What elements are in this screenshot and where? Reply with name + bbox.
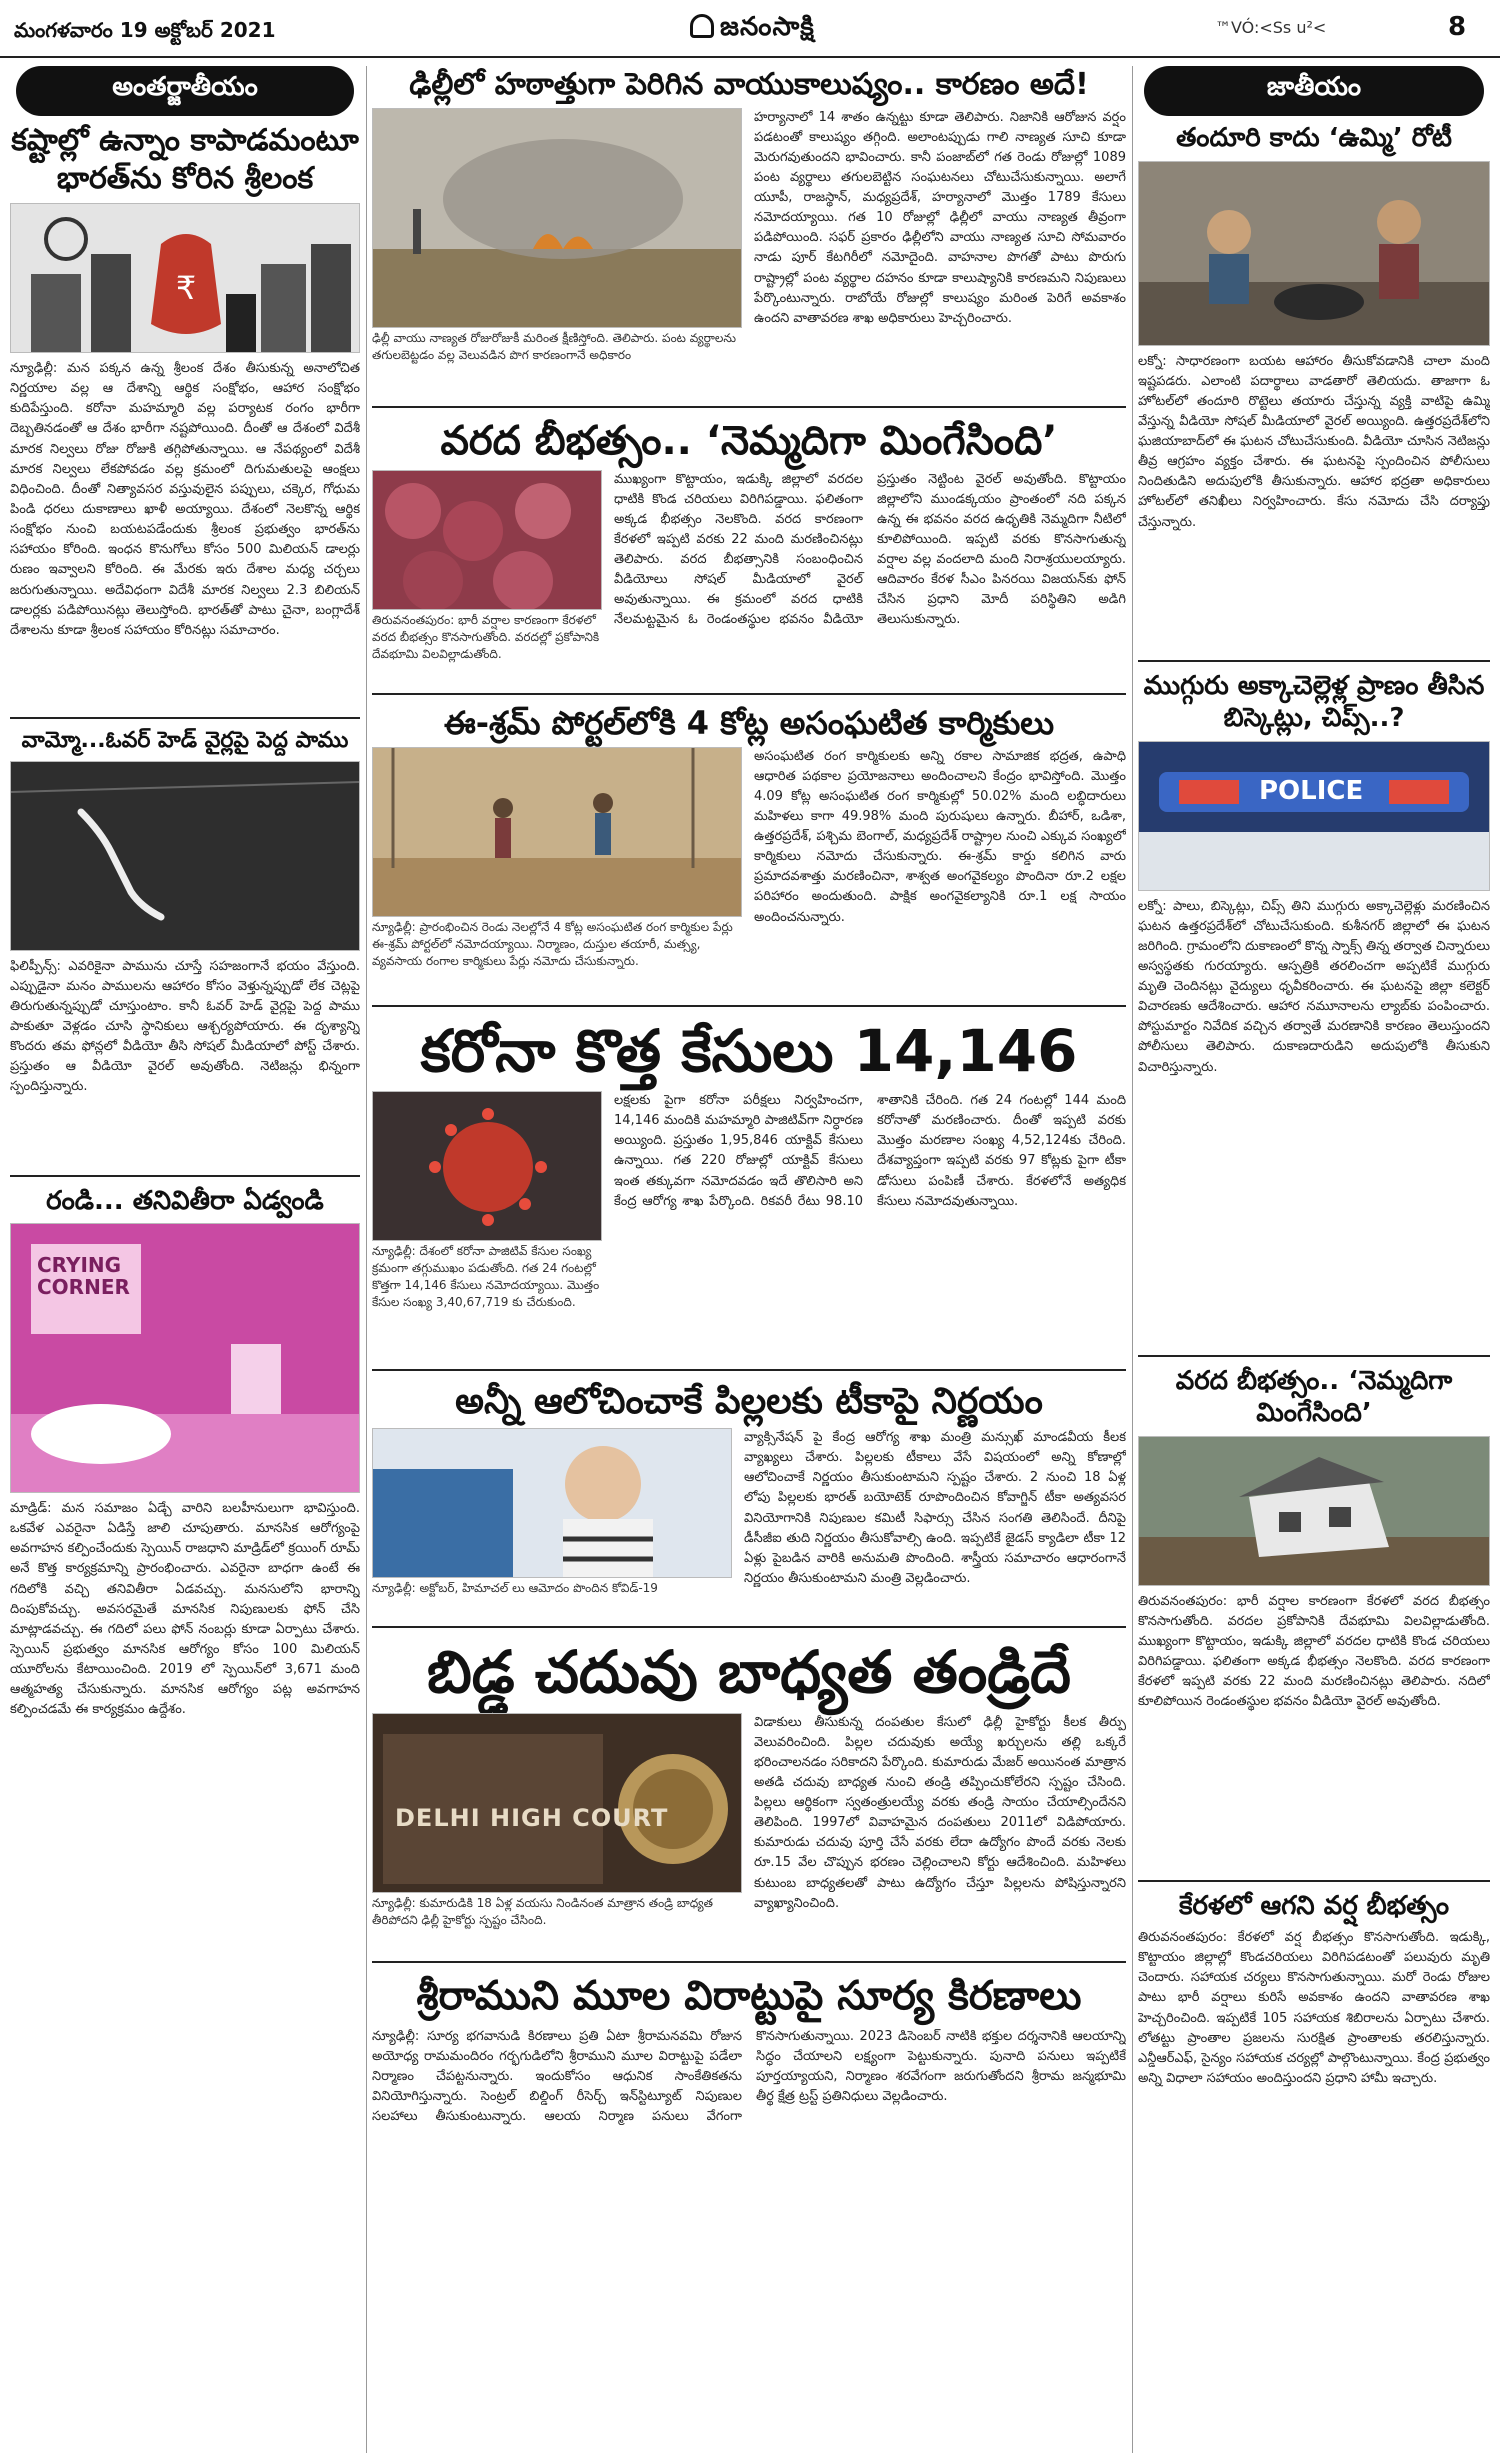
- delhi-high-court-photo: [372, 1713, 742, 1893]
- story-body: తిరువనంతపురం: కేరళలో వర్ష బీభత్సం కొనసాగుతోంది. ఇడుక్కి, కొట్టాయం జిల్లాల్లో కొండచరియలు విరిగిపడటంతో పలువురు మృతి చెందారు. సహాయక చర్యలు కొనసాగుతున్నాయి. మరో రెండు రోజుల పాటు భారీ వర్షాలు కురిసే అవకాశం ఉందని వాతావరణ శాఖ హెచ్చరించింది. ఇప్పటికే 105 సహాయక శిబిరాలను ఏర్పాటు చేశారు. లోతట్టు ప్రాంతాల ప్రజలను సురక్షిత ప్రాంతాలకు తరలిస్తున్నారు. ఎన్డీఆర్ఎఫ్, సైన్యం సహాయక చర్యల్లో పాల్గొంటున్నాయి. కేంద్ర ప్రభుత్వం అన్ని విధాలా సహాయం అందిస్తుందని ప్రధాని హామీ ఇచ్చారు.: [1138, 1930, 1490, 2086]
- story-body: మాడ్రిడ్: మన సమాజం ఏడ్చే వారిని బలహీనులుగా భావిస్తుంది. ఒకవేళ ఎవరైనా ఏడిస్తే జాలి చూపుతారు. మానసిక ఆరోగ్యంపై అవగాహన కల్పించేందుకు స్పెయిన్ రాజధాని మాడ్రిడ్‌లో క్రయింగ్ రూమ్ అనే కొత్త కార్యక్రమాన్ని ప్రారంభించారు. ఎవరైనా బాధగా ఉంటే ఈ గదిలోకి వచ్చి తనివితీరా ఏడవచ్చు. మనసులోని భారాన్ని దింపుకోవచ్చు. అవసరమైతే మానసిక నిపుణులకు ఫోన్ చేసి మాట్లాడవచ్చు. ఈ గదిలో పలు ఫోన్ నంబర్లు కూడా ఏర్పాటు చేశారు. స్పెయిన్ ప్రభుత్వం మానసిక ఆరోగ్యం కోసం 100 మిలియన్ యూరోలను కేటాయించింది. 2019 లో స్పెయిన్‌లో 3,671 మంది ఆత్మహత్య చేసుకున్నారు. మానసిక ఆరోగ్యం పట్ల అవగాహన కల్పించడమే ఈ కార్యక్రమం ఉద్దేశం.: [10, 1501, 360, 1718]
- story-crying-room: [10, 1185, 360, 2454]
- story-body: హర్యానాలో 14 శాతం ఉన్నట్టు కూడా తెలిపారు. నిజానికి ఆరోజున వర్షం పడటంతో కాలుష్యం తగ్గింది. అలాంటప్పుడు గాలి నాణ్యత సూచి కూడా మెరుగవుతుందని భావించారు. కానీ పంజాబ్‌లో గత రెండు రోజుల్లో 1089 పంట వ్యర్థాలు తగులబెట్టిన సంఘటనలు చోటుచేసుకున్నాయి. అలాగే యూపీ, రాజస్థాన్, మధ్యప్రదేశ్, హర్యానాలో మొత్తం 1789 కేసులు నమోదయ్యాయి. గత 10 రోజుల్లో ఢిల్లీలో వాయు నాణ్యత తీవ్రంగా పడిపోయింది. సఫర్ ప్రకారం ఢిల్లీలోని వాయు నాణ్యత సూచి సోమవారం నాడు పూర్ కేటగిరీలో నమోదైంది. వాహనాల పొగతో పాటు పొరుగు రాష్ట్రాల్లో పంట వ్యర్థాల దహనం కూడా కాలుష్యానికి కారణమని నిపుణులు పేర్కొంటున్నారు. రాబోయే రోజుల్లో కాలుష్యం మరింత పెరిగే అవకాశం ఉందని వాతావరణ శాఖ అధికారులు హెచ్చరించారు.: [754, 109, 1126, 326]
- story-body: లక్నో: సాధారణంగా బయట ఆహారం తీసుకోవడానికి చాలా మంది ఇష్టపడరు. ఎలాంటి పదార్థాలు వాడతారో తెలియదు. తాజాగా ఓ హోటల్‌లో తందూరి రొట్టెలు తయారు చేస్తున్న వ్యక్తి వాటిపై ఉమ్మి వేస్తున్న వీడియో సోషల్ మీడియాలో వైరల్ అయ్యింది. ఉత్తరప్రదేశ్‌లోని ఘజియాబాద్‌లో ఈ ఘటన చోటుచేసుకుంది. వీడియో చూసిన నెటిజన్లు తీవ్ర ఆగ్రహం వ్యక్తం చేశారు. ఈ ఘటనపై స్పందించిన పోలీసులు నిందితుడిని అదుపులోకి తీసుకున్నారు. ఆహార భద్రతా అధికారులు హోటల్‌లో తనిఖీలు నిర్వహించారు. కేసు నమోదు చేసి దర్యాప్తు చేస్తున్నారు.: [1138, 353, 1490, 530]
- photo-caption: ఢిల్లీ వాయు నాణ్యత రోజురోజుకీ మరింత క్షీణిస్తోంది. తెలిపారు. పంట వ్యర్థాలను తగులబెట్టడం వల్ల వెలువడిన పొగ కారణంగానే అధికారం: [372, 330, 736, 362]
- story-headline: బిడ్డ చదువు బాధ్యత తండ్రిదే: [427, 1638, 1071, 1706]
- virus-illustration: [372, 1091, 602, 1241]
- logo-icon: [690, 14, 714, 38]
- story-body: ఫిలిప్పీన్స్: ఎవరికైనా పామును చూస్తే సహజంగానే భయం వేస్తుంది. ఎప్పుడైనా మనం పాములను ఆహారం కోసం వెళ్తున్నప్పుడో లేక చెట్లపై తిరుగుతున్నప్పుడో చూస్తుంటాం. కానీ ఓవర్ హెడ్ వైర్లపై పెద్ద పాము పాకుతూ వెళ్లడం చూసి స్థానికులు ఆశ్చర్యపోయారు. ఈ దృశ్యాన్ని కొందరు తమ ఫోన్లలో వీడియో తీసి సోషల్ మీడియాలో పోస్ట్ చేశారు. ప్రస్తుతం ఆ వీడియో వైరల్ అవుతోంది. నెటిజన్లు భిన్నంగా స్పందిస్తున్నారు.: [10, 958, 360, 1095]
- story-body: వ్యాక్సినేషన్ పై కేంద్ర ఆరోగ్య శాఖ మంత్రి మన్సుఖ్ మాండవీయ కీలక వ్యాఖ్యలు చేశారు. పిల్లలకు టీకాలు వేసే విషయంలో అన్ని కోణాల్లో ఆలోచించాకే నిర్ణయం తీసుకుంటామని స్పష్టం చేశారు. 2 నుంచి 18 ఏళ్ల లోపు పిల్లలకు భారత్ బయోటెక్ రూపొందించిన కోవాగ్జిన్ టీకా అత్యవసర వినియోగానికి నిపుణుల కమిటీ సిఫార్సు చేసిన సంగతి తెలిసిందే. దీనిపై డీసీజీఐ తుది నిర్ణయం తీసుకోవాల్సి ఉంది. ఇప్పటికే జైడస్ క్యాడిలా టీకా 12 ఏళ్లు పైబడిన వారికి అనుమతి పొందింది. శాస్త్రీయ సమాచారం ఆధారంగానే నిర్ణయం తీసుకుంటామని మంత్రి వెల్లడించారు.: [744, 1430, 1126, 1586]
- story-three-sisters: [1138, 670, 1490, 1347]
- sri-lanka-illustration: [10, 203, 360, 353]
- divider: [10, 717, 360, 719]
- story-headline: కష్టాల్లో ఉన్నాం కాపాడమంటూ భారత్‌ను కోరిన శ్రీలంక: [11, 123, 359, 196]
- police-vehicle-photo: [1138, 741, 1490, 891]
- right-column: [1138, 66, 1490, 2453]
- column-divider: [366, 66, 367, 2453]
- court-signboard: DELHI HIGH COURT: [395, 1803, 669, 1832]
- divider: [372, 693, 1126, 695]
- masthead: [0, 0, 1500, 58]
- story-sri-lanka: [10, 122, 360, 709]
- divider: [372, 1369, 1126, 1371]
- child-vaccination-photo: [372, 1428, 732, 1578]
- onion-photo: [372, 470, 602, 610]
- stubble-burning-photo: [372, 108, 742, 328]
- story-father-education: [372, 1636, 1126, 1953]
- story-headline: కేరళలో ఆగని వర్ష బీభత్సం: [1178, 1890, 1450, 1921]
- story-headline: అన్నీ ఆలోచించాకే పిల్లలకు టీకాపై నిర్ణయం: [455, 1381, 1043, 1422]
- story-snake: [10, 727, 360, 1167]
- photo-caption: న్యూఢిల్లీ: అక్టోబర్, హిమాచల్ లు ఆమోదం పొందిన కోవిడ్-19: [372, 1581, 658, 1595]
- story-body: న్యూఢిల్లీ: మన పక్కన ఉన్న శ్రీలంక దేశం తీసుకున్న అనాలోచిత నిర్ణయాల వల్ల ఆ దేశాన్ని ఆర్థిక సంక్షోభం, ఆహార సంక్షోభం కుదిపేస్తుంది. కరోనా మహమ్మారి వల్ల పర్యాటక రంగం భారీగా దెబ్బతినడంతో ఆ దేశం భారీగా నష్టపోయింది. దీంతో ఆ దేశంలో విదేశీ మారక నిల్వలు రోజు రోజుకి తగ్గిపోతున్నాయి. ఆ నేపథ్యంలో విదేశీ మారక నిల్వలు లేకపోవడం వల్ల క్రమంలో దిగుమతులపై ఆంక్షలు విధించింది. దీంతో నిత్యావసర వస్తువులైన పప్పులు, చక్కెర, గోధుమ పిండి ధరలు దుకాణాలు ఖాళీ అయ్యాయి. దేశంలో నెలకొన్న ఆర్థిక సంక్షోభం నుంచి బయటపడేందుకు శ్రీలంక ప్రభుత్వం భారత్‌ను సహాయం కోరింది. ఇంధన కొనుగోలు కోసం 500 మిలియన్ డాలర్లు రుణం ఇవ్వాలని కోరింది. ఈ మేరకు ఇరు దేశాల మధ్య చర్చలు జరుగుతున్నాయి. అదేవిధంగా విదేశీ మారక నిల్వలు 2.3 బిలియన్ డాలర్లకు పడిపోయినట్లు తెలుస్తోంది. భారత్‌తో పాటు చైనా, బంగ్లాదేశ్ దేశాలను కూడా శ్రీలంక సహాయం కోరినట్లు సమాచారం.: [10, 361, 360, 638]
- divider: [1138, 660, 1490, 662]
- story-headline: వరద బీభత్సం.. ‘నెమ్మదిగా మింగేసింది’: [440, 417, 1058, 464]
- divider: [372, 1005, 1126, 1007]
- column-divider: [1132, 66, 1133, 2453]
- story-body: తిరువనంతపురం: భారీ వర్షాల కారణంగా కేరళలో వరద బీభత్సం కొనసాగుతోంది. వరదల ప్రకోపానికి దేవభూమి విలవిల్లాడుతోంది. ముఖ్యంగా కొట్టాయం, ఇడుక్కి జిల్లాలో వరదల ధాటికి కొండ చరియలు విరిగిపడ్డాయి. ఫలితంగా అక్కడ భీభత్సం నెలకొంది. వరద కారణంగా కేరళలో ఇప్పటి వరకు 22 మంది మరణించినట్లు తెలిపారు. నదిలో కూలిపోయిన రెండంతస్థుల భవనం వీడియో వైరల్ అవుతోంది.: [1138, 1593, 1490, 1710]
- header-misc: ™VÓ:<Ss u²<: [1215, 18, 1327, 37]
- story-headline: శ్రీరాముని మూల విరాట్టుపై సూర్య కిరణాలు: [416, 1972, 1082, 2019]
- story-headline: కరోనా కొత్త కేసులు 14,146: [420, 1016, 1078, 1085]
- svg-text:₹: ₹: [175, 269, 197, 307]
- photo-caption: న్యూఢిల్లీ: దేశంలో కరోనా పాజిటివ్ కేసుల సంఖ్య క్రమంగా తగ్గుముఖం పడుతోంది. గత 24 గంటల్లో కొత్తగా 14,146 కేసులు నమోదయ్యాయి. మొత్తం కేసుల సంఖ్య 3,40,67,719 కు చేరుకుంది.: [372, 1244, 600, 1309]
- section-international: అంతర్జాతీయం: [16, 66, 354, 116]
- photo-caption: తిరువనంతపురం: భారీ వర్షాల కారణంగా కేరళలో వరద బీభత్సం కొనసాగుతోంది. వరదల్లో ప్రకోపానికి దేవభూమి విలవిల్లాడుతోంది.: [372, 612, 600, 661]
- logo-text: జనంసాక్షి: [720, 12, 815, 42]
- tandoor-photo: [1138, 161, 1490, 346]
- divider: [1138, 1880, 1490, 1882]
- page-number: 8: [1448, 12, 1467, 42]
- story-kerala-flood: [372, 416, 1126, 685]
- story-body: లక్నో: పాలు, బిస్కెట్లు, చిప్స్ తిని ముగ్గురు అక్కాచెల్లెళ్లు మరణించిన ఘటన ఉత్తరప్రదేశ్‌లో చోటుచేసుకుంది. కుశీనగర్ జిల్లాలో ఈ ఘటన జరిగింది. గ్రామంలోని దుకాణంలో కొన్న స్నాక్స్ తిన్న తర్వాత చిన్నారులు అస్వస్థతకు గురయ్యారు. ఆస్పత్రికి తరలించగా అప్పటికే ముగ్గురు మృతి చెందినట్లు వైద్యులు ధృవీకరించారు. ఈ ఘటనపై జిల్లా కలెక్టర్ విచారణకు ఆదేశించారు. ఆహార నమూనాలను ల్యాబ్‌కు పంపించారు. పోస్టుమార్టం నివేదిక వచ్చిన తర్వాతే మరణానికి కారణం తెలుస్తుందని పోలీసులు తెలిపారు. దుకాణదారుడిని అదుపులోకి తీసుకుని విచారిస్తున్నారు.: [1138, 898, 1490, 1075]
- story-kerala-flood-2: [1138, 1365, 1490, 1872]
- labourers-photo: [372, 747, 742, 917]
- photo-caption: న్యూఢిల్లీ: కుమారుడికి 18 ఏళ్ల వయసు నిండినంత మాత్రాన తండ్రి బాధ్యత తీరిపోదని ఢిల్లీ హైకోర్టు స్పష్టం చేసింది.: [372, 1895, 713, 1927]
- story-body: లక్షలకు పైగా కరోనా పరీక్షలు నిర్వహించగా, 14,146 మందికి మహమ్మారి పాజిటివ్‌గా నిర్ధారణ అయ్యింది. ప్రస్తుతం 1,95,846 యాక్టివ్ కేసులు ఉన్నాయి. గత 220 రోజుల్లో యాక్టివ్ కేసులు ఇంత తక్కువగా నమోదవడం ఇదే తొలిసారి అని కేంద్ర ఆరోగ్య శాఖ పేర్కొంది. రికవరీ రేటు 98.10 శాతానికి చేరింది. గత 24 గంటల్లో 144 మంది కరోనాతో మరణించారు. దీంతో ఇప్పటి వరకు మొత్తం మరణాల సంఖ్య 4,52,124కు చేరింది. దేశవ్యాప్తంగా ఇప్పటి వరకు 97 కోట్లకు పైగా టీకా డోసులు పంపిణీ చేశారు. కేరళలోనే అత్యధిక కేసులు నమోదవుతున్నాయి.: [614, 1093, 1126, 1209]
- story-ram-temple: [372, 1971, 1126, 2147]
- story-headline: ముగ్గురు అక్కాచెల్లెళ్ల ప్రాణం తీసిన బిస్కెట్లు, చిప్స్..?: [1143, 670, 1485, 733]
- story-corona: [372, 1015, 1126, 1362]
- story-headline: వామ్మో...ఓవర్ హెడ్ వైర్లపై పెద్ద పాము: [21, 728, 349, 753]
- left-column: [10, 66, 360, 2453]
- crying-corner-photo: [10, 1223, 360, 1493]
- story-headline: ఈ-శ్రమ్ పోర్టల్‌లోకి 4 కోట్ల అసంఘటిత కార్మికులు: [443, 703, 1055, 742]
- story-headline: రండి... తనివితీరా ఏడ్వండి: [46, 1185, 324, 1216]
- story-tandoori: [1138, 122, 1490, 652]
- issue-date: మంగళవారం 19 అక్టోబర్ 2021: [14, 18, 276, 42]
- story-child-vaccine: [372, 1379, 1126, 1618]
- story-body: విడాకులు తీసుకున్న దంపతుల కేసులో ఢిల్లీ హైకోర్టు కీలక తీర్పు వెలువరించింది. పిల్లల చదువుకు అయ్యే ఖర్చులను తల్లి ఒక్కరే భరించాలనడం సరికాదని పేర్కొంది. కుమారుడు మేజర్ అయినంత మాత్రాన అతడి చదువు బాధ్యత నుంచి తండ్రి తప్పించుకోలేరని స్పష్టం చేసింది. పిల్లలు ఆర్థికంగా స్వతంత్రులయ్యే వరకు తండ్రి సాయం చేయాల్సిందేనని తెలిపింది. 1997లో వివాహమైన దంపతులు 2011లో విడిపోయారు. కుమారుడు చదువు పూర్తి చేసే వరకు లేదా ఉద్యోగం పొందే వరకు నెలకు రూ.15 వేల చొప్పున భరణం చెల్లించాలని కోర్టు ఆదేశించింది. మహిళలు కుటుంబ బాధ్యతలతో పాటు ఉద్యోగం చేస్తూ పిల్లలను పోషిస్తున్నారని వ్యాఖ్యానించింది.: [754, 1714, 1126, 1911]
- snake-photo: [10, 761, 360, 951]
- divider: [10, 1175, 360, 1177]
- collapsing-house-photo: [1138, 1436, 1490, 1586]
- story-body: అసంఘటిత రంగ కార్మికులకు అన్ని రకాల సామాజిక భద్రత, ఉపాధి ఆధారిత పథకాల ప్రయోజనాలు అందించాలని కేంద్రం భావిస్తోంది. మొత్తం 4.09 కోట్ల అసంఘటిత రంగ కార్మికుల్లో 50.02% మంది లబ్ధిదారులు మహిళలు కాగా 49.98% మంది పురుషులు ఉన్నారు. బీహార్, ఒడిశా, ఉత్తరప్రదేశ్, పశ్చిమ బెంగాల్, మధ్యప్రదేశ్ రాష్ట్రాల నుంచి ఎక్కువ సంఖ్యలో కార్మికులు నమోదు చేసుకున్నారు. ఈ-శ్రమ్ కార్డు కలిగిన వారు ప్రమాదవశాత్తు మరణించినా, శాశ్వత అంగవైకల్యం పొందినా రూ.2 లక్షల పరిహారం అందుతుంది. పాక్షిక అంగవైకల్యానికి రూ.1 లక్ష సాయం అందించనున్నారు.: [754, 748, 1126, 925]
- middle-column: [372, 66, 1126, 2453]
- story-eshram: [372, 703, 1126, 997]
- story-delhi-pollution: [372, 66, 1126, 398]
- crying-corner-sign: CRYING CORNER: [37, 1253, 130, 1299]
- story-kerala-rain: [1138, 1890, 1490, 2409]
- story-body: న్యూఢిల్లీ: సూర్య భగవానుడి కిరణాలు ప్రతి ఏటా శ్రీరామనవమి రోజున అయోధ్య రామమందిరం గర్భగుడిలోని శ్రీరాముని మూల విరాట్టుపై పడేలా నిర్మాణం చేపట్టనున్నారు. ఇందుకోసం ఆధునిక సాంకేతికతను వినియోగిస్తున్నారు. సెంట్రల్ బిల్డింగ్ రీసెర్చ్ ఇన్‌స్టిట్యూట్ నిపుణుల సలహాలు తీసుకుంటున్నారు. ఆలయ నిర్మాణ పనులు వేగంగా కొనసాగుతున్నాయి. 2023 డిసెంబర్ నాటికి భక్తుల దర్శనానికి ఆలయాన్ని సిద్ధం చేయాలని లక్ష్యంగా పెట్టుకున్నారు. పునాది పనులు ఇప్పటికే పూర్తయ్యాయని, నిర్మాణం శరవేగంగా జరుగుతోందని శ్రీరామ జన్మభూమి తీర్థ క్షేత్ర ట్రస్ట్ ప్రతినిధులు వెల్లడించారు.: [372, 2028, 1126, 2125]
- story-headline: ఢిల్లీలో హఠాత్తుగా పెరిగిన వాయుకాలుష్యం.. కారణం అదే!: [409, 67, 1089, 102]
- divider: [372, 406, 1126, 408]
- story-headline: తందూరి కాదు ‘ఉమ్మి’ రోటీ: [1176, 123, 1452, 153]
- police-sign: POLICE: [1259, 775, 1364, 806]
- photo-caption: న్యూఢిల్లీ: ప్రారంభించిన రెండు నెలల్లోనే 4 కోట్ల అసంఘటిత రంగ కార్మికుల పేర్లు ఈ-శ్రమ్ పోర్టల్‌లో నమోదయ్యాయి. నిర్మాణం, దుస్తుల తయారీ, మత్స్య, వ్యవసాయ రంగాల కార్మికులు పేర్లు నమోదు చేసుకున్నారు.: [372, 919, 733, 968]
- story-headline: వరద బీభత్సం.. ‘నెమ్మదిగా మింగేసింది’: [1175, 1365, 1453, 1428]
- section-national: జాతీయం: [1144, 66, 1484, 116]
- divider: [372, 1626, 1126, 1628]
- divider: [372, 1961, 1126, 1963]
- paper-logo: [690, 12, 815, 48]
- story-body: ముఖ్యంగా కొట్టాయం, ఇడుక్కి జిల్లాలో వరదల ధాటికి కొండ చరియలు విరిగిపడ్డాయి. ఫలితంగా అక్కడ భీభత్సం నెలకొంది. వరద కారణంగా కేరళలో ఇప్పటి వరకు 22 మంది మరణించినట్లు తెలిపారు. వరద బీభత్సానికి సంబంధించిన వీడియోలు సోషల్ మీడియాలో వైరల్ అవుతున్నాయి. ఈ క్రమంలో వరద ధాటికి నేలమట్టమైన ఓ రెండంతస్థుల భవనం వీడియో ప్రస్తుతం నెట్టింట వైరల్ అవుతోంది. కొట్టాయం జిల్లాలోని ముండక్కయం ప్రాంతంలో నది పక్కన ఉన్న ఈ భవనం వరద ఉధృతికి నెమ్మదిగా నీటిలో కూలిపోయింది. ఇప్పటి వరకు కొనసాగుతున్న వర్షాల వల్ల వందలాది మంది నిరాశ్రయులయ్యారు. ఆదివారం కేరళ సీఎం పినరయి విజయన్‌కు ఫోన్ చేసిన ప్రధాని మోదీ పరిస్థితిని అడిగి తెలుసుకున్నారు.: [614, 471, 1126, 628]
- divider: [1138, 1355, 1490, 1357]
